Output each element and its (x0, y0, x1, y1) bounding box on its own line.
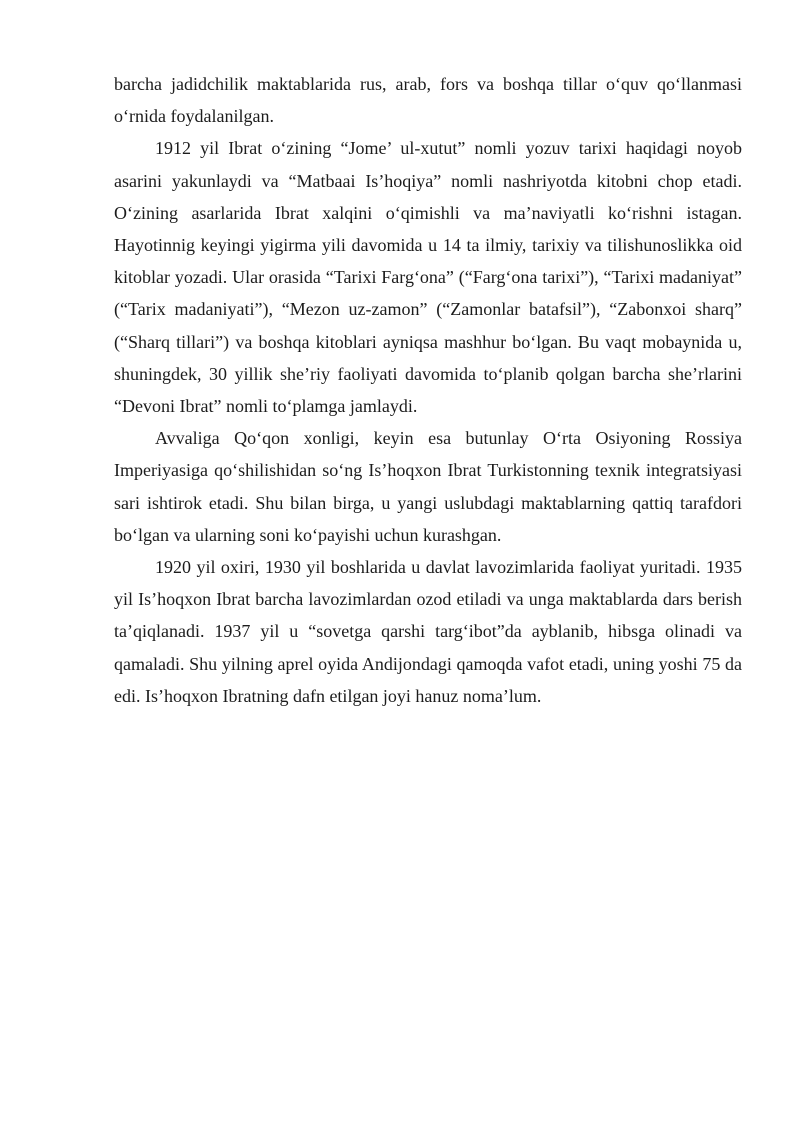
paragraph-jome-ul-xutut: 1912 yil Ibrat o‘zining “Jome’ ul-xutut” nomli yozuv tarixi haqidagi noyob asarini yakunlaydi va “Matbaai Is’hoqiya” nomli nashriyotda kitobni chop etadi. O‘zining asarlarida Ibrat xalqini o‘qimishli va ma’naviyatli ko‘rishni istagan. Hayotinnig keyingi yigirma yili davomida u 14 ta ilmiy, tarixiy va tilishunoslikka oid kitoblar yozadi. Ular orasida “Tarixi Farg‘ona” (“Farg‘ona tarixi”), “Tarixi madaniyat” (“Tarix madaniyati”), “Mezon uz-zamon” (“Zamonlar batafsil”), “Zabonxoi sharq” (“Sharq tillari”) va boshqa kitoblari ayniqsa mashhur bo‘lgan. Bu vaqt mobaynida u, shuningdek, 30 yillik she’riy faoliyati davomida to‘planib qolgan barcha she’rlarini “Devoni Ibrat” nomli to‘plamga jamlaydi. (114, 138, 742, 417)
paragraph-turkiston-integratsiya: Avvaliga Qo‘qon xonligi, keyin esa butunlay O‘rta Osiyoning Rossiya Imperiyasiga qo‘shilishidan so‘ng Is’hoqxon Ibrat Turkistonning texnik integratsiyasi sari ishtirok etadi. Shu bilan birga, u yangi uslubdagi maktablarning qattiq tarafdori bo‘lgan va ularning soni ko‘payishi uchun kurashgan. (114, 428, 742, 545)
document-page (114, 68, 742, 712)
paragraph-continuation: barcha jadidchilik maktablarida rus, arab, fors va boshqa tillar o‘quv qo‘llanmasi o‘rnida foydalanilgan. (114, 74, 742, 127)
paragraph-final-years: 1920 yil oxiri, 1930 yil boshlarida u davlat lavozimlarida faoliyat yuritadi. 1935 yil Is’hoqxon Ibrat barcha lavozimlardan ozod etiladi va unga maktablarda dars berish ta’qiqlanadi. 1937 yil u “sovetga qarshi targ‘ibot”da ayblanib, hibsga olinadi va qamaladi. Shu yilning aprel oyida Andijondagi qamoqda vafot etadi, uning yoshi 75 da edi. Is’hoqxon Ibratning dafn etilgan joyi hanuz noma’lum. (114, 557, 742, 706)
